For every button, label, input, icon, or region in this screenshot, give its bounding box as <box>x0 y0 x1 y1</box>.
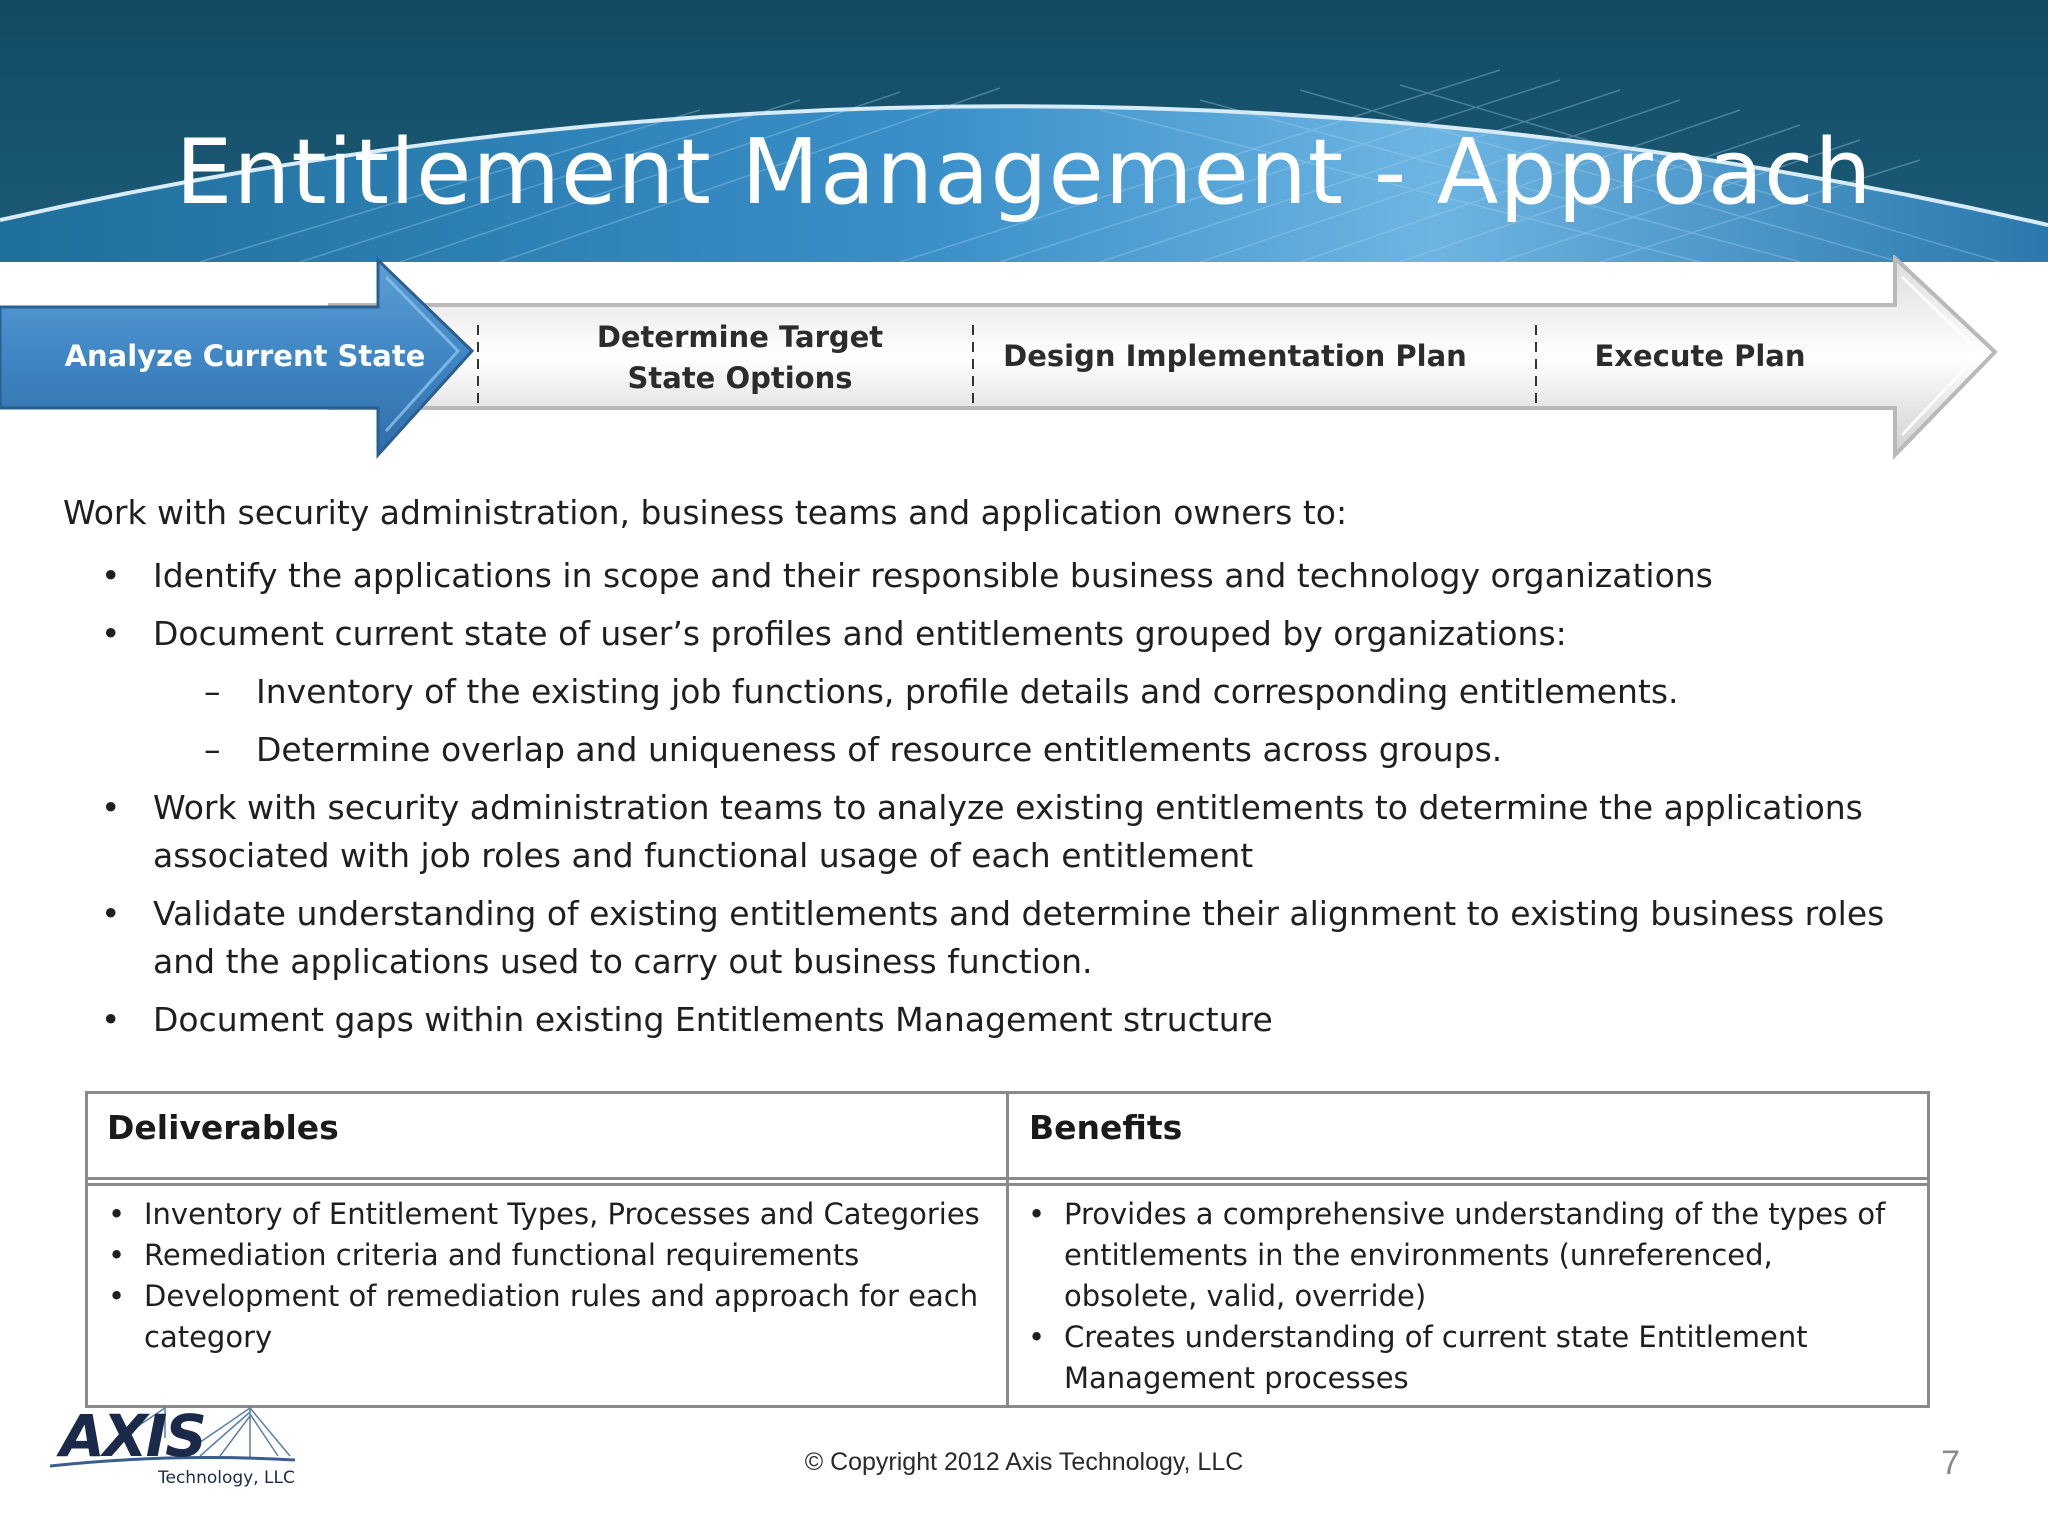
deliverables-list <box>100 1194 990 1358</box>
list-item <box>100 1235 990 1276</box>
dash-icon: – <box>204 672 221 711</box>
process-arrow <box>0 255 2048 470</box>
bullet-icon: • <box>101 894 121 933</box>
sub-list-container <box>63 668 1963 774</box>
bullet-text: Work with security administration teams to analyze existing entitlements to determine the applications associated with job roles and functional usage of each entitlement <box>153 788 1863 875</box>
benefits-cell <box>1020 1194 1900 1399</box>
logo-subtext: Technology, LLC <box>158 1468 295 1488</box>
copyright-text: © Copyright 2012 Axis Technology, LLC <box>804 1448 1244 1476</box>
bullet-text: Document gaps within existing Entitlements Management structure <box>153 1000 1273 1039</box>
benefit-text: Creates understanding of current state Entitlement Management processes <box>1064 1320 1808 1395</box>
bullet-icon: • <box>101 614 121 653</box>
intro-text: Work with security administration, business teams and application owners to: <box>63 493 1348 532</box>
table-header-rule <box>88 1177 1927 1186</box>
sub-list-item <box>63 726 1963 774</box>
header-deliverables: Deliverables <box>107 1108 339 1147</box>
header-banner <box>0 0 2048 262</box>
bullet-icon: • <box>108 1197 126 1231</box>
body-content <box>63 488 1963 1054</box>
process-step-analyze: Analyze Current State <box>64 339 426 373</box>
list-item <box>63 784 1913 880</box>
list-item <box>1020 1317 1900 1399</box>
list-item <box>63 890 1933 986</box>
process-step-design: Design Implementation Plan <box>1003 339 1467 373</box>
list-item <box>1020 1194 1900 1317</box>
list-item <box>63 552 1963 600</box>
deliverable-text: Inventory of Entitlement Types, Processes and Categories <box>144 1197 980 1231</box>
sub-bullet-list <box>63 668 1963 774</box>
deliverables-cell <box>100 1194 990 1358</box>
list-item <box>63 996 1963 1044</box>
header-benefits: Benefits <box>1029 1108 1183 1147</box>
bullet-icon: • <box>1028 1197 1046 1231</box>
process-step-target: Determine Target State Options <box>596 320 884 395</box>
bullet-text: Identify the applications in scope and their responsible business and technology organizations <box>153 556 1713 595</box>
sub-list-item <box>63 668 1963 716</box>
sub-bullet-text: Inventory of the existing job functions, profile details and corresponding entitlements. <box>256 672 1679 711</box>
deliverable-text: Remediation criteria and functional requirements <box>144 1238 860 1272</box>
bullet-list <box>63 552 1963 1044</box>
bullet-icon: • <box>101 788 121 827</box>
bullet-icon: • <box>108 1279 126 1313</box>
list-item <box>63 610 1963 658</box>
bullet-text: Validate understanding of existing entitlements and determine their alignment to existing business roles and the applications used to carry out business function. <box>153 894 1885 981</box>
process-step-execute: Execute Plan <box>1594 339 1806 373</box>
list-item <box>100 1194 990 1235</box>
logo-wordmark: AXIS <box>60 1402 205 1470</box>
benefits-list <box>1020 1194 1900 1399</box>
deliverable-text: Development of remediation rules and approach for each category <box>144 1279 979 1354</box>
sub-bullet-text: Determine overlap and uniqueness of resource entitlements across groups. <box>256 730 1503 769</box>
benefit-text: Provides a comprehensive understanding of the types of entitlements in the environments (unreferenced, obsolete, valid, override) <box>1064 1197 1886 1313</box>
bullet-text: Document current state of user’s profiles and entitlements grouped by organizations: <box>153 614 1567 653</box>
bullet-icon: • <box>101 1000 121 1039</box>
bullet-icon: • <box>1028 1320 1046 1354</box>
bullet-icon: • <box>108 1238 126 1272</box>
table-divider <box>1006 1094 1009 1405</box>
deliverables-benefits-table <box>85 1091 1930 1408</box>
page-number: 7 <box>1941 1444 1960 1482</box>
dash-icon: – <box>204 730 221 769</box>
bullet-icon: • <box>101 556 121 595</box>
list-item <box>100 1276 990 1358</box>
slide-title: Entitlement Management - Approach <box>175 120 1873 225</box>
